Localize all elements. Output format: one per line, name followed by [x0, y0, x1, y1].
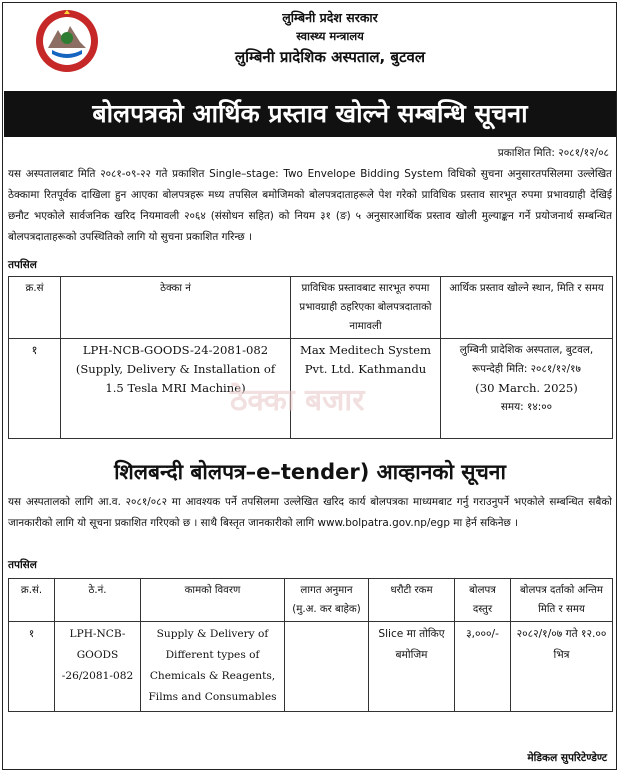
cell-place-date: [441, 339, 613, 439]
cell-estimate: [285, 622, 369, 712]
tapsil-label-2: तपसिल: [8, 559, 37, 571]
published-date: प्रकाशित मिति: २०८१/१२/०८: [497, 147, 609, 159]
col-sn: क्र.सं.: [9, 579, 55, 622]
col-deposit: धरौटी रकम: [369, 579, 455, 622]
col-description: कामको विवरण: [141, 579, 285, 622]
col-place-date: आर्थिक प्रस्ताव खोल्ने स्थान, मिति र समय: [441, 277, 613, 339]
contract-description: (Supply, Delivery & Installation of 1.5 Tesla MRI Machine): [75, 362, 276, 395]
col-bidder: प्राविधिक प्रस्तावबाट सारभूत रुपमा प्रभावग्राही ठहरिएका बोलपत्रदाताको नामावली: [291, 277, 441, 339]
cell-fee: ३,०००/-: [455, 622, 511, 712]
col-estimate: लागत अनुमान (मु.अ. कर बाहेक): [285, 579, 369, 622]
table-row: [9, 622, 613, 712]
table-header-row: [9, 277, 613, 339]
opening-time: समय: १४:००: [500, 401, 553, 413]
cell-sn: १: [9, 339, 61, 439]
notice2-body: यस अस्पतालको लागि आ.व. २०८१/०८२ मा आवश्यक पर्ने तपसिलमा उल्लेखित खरिद कार्य बोलपत्रका माध्यमबाट गर्नु गराउनुपर्ने भएकोले सम्बन्धित सबैको जानकारीको लागि यो सूचना प्रकाशित गरिएको छ । साथै बिस्तृत जानकारीको लागि www.bolpatra.gov.np/egp मा हेर्न सकिनेछ ।: [8, 496, 612, 529]
etender-table: [8, 578, 613, 712]
cell-deposit: Slice मा तोकिए बमोजिम: [369, 622, 455, 712]
col-contract-no: ठेक्का नं: [61, 277, 291, 339]
signature: मेडिकल सुपरिटेण्डेण्ट: [527, 752, 607, 764]
opening-place: लुम्बिनी प्रादेशिक अस्पताल, बुटवल, रूपन्देही मिति: २०८१/१२/१७: [459, 344, 594, 375]
notice-banner-title: बोलपत्रको आर्थिक प्रस्ताव खोल्ने सम्बन्धि सूचना: [4, 91, 616, 137]
col-fee: बोलपत्र दस्तुर: [455, 579, 511, 622]
ministry-name: स्वास्थ्य मन्त्रालय: [296, 29, 364, 43]
contract-number: LPH-NCB-GOODS-24-2081-082: [82, 343, 269, 357]
bidder-name: Max Meditech System: [300, 343, 431, 357]
cell-sn: १: [9, 622, 55, 712]
nepal-emblem-icon: [34, 8, 100, 74]
watermark: ठेक्का बजार: [230, 383, 365, 418]
table-header-row: [9, 579, 613, 622]
cell-contract-no: LPH-NCB-GOODS -26/2081-082: [55, 622, 141, 712]
tender-notice-title: शिलबन्दी बोलपत्र–e–tender) आव्हानको सूचना: [114, 460, 506, 484]
col-contract-no: ठे.नं.: [55, 579, 141, 622]
hospital-name: लुम्बिनी प्रादेशिक अस्पताल, बुटवल: [234, 48, 426, 66]
bidder-location: Pvt. Ltd. Kathmandu: [304, 362, 427, 376]
cell-description: Supply & Delivery of Different types of Chemicals & Reagents, Films and Consumables: [141, 622, 285, 712]
tapsil-label-1: तपसिल: [8, 259, 37, 271]
cell-deadline: २०८२/१/०७ गते १२.०० भित्र: [511, 622, 613, 712]
col-sn: क्र.सं: [9, 277, 61, 339]
govt-name: लुम्बिनी प्रदेश सरकार: [282, 10, 378, 25]
col-deadline: बोलपत्र दर्ताको अन्तिम मिति र समय: [511, 579, 613, 622]
opening-date-en: (30 March. 2025): [475, 381, 578, 395]
notice1-body: यस अस्पतालबाट मिति २०८१-०९-२२ गते प्रकाशित Single–stage: Two Envelope Bidding System विधिको सुचना अनुसारतपसिलमा उल्लेखित ठेक्कामा रितपूर्वक दाखिला हुन आएका बोलपत्रहरू मध्य तपसिल बमोजिमको बोलपत्रदाताहरूले पेश गरेको प्राविधिक प्रस्ताव सारभूत रुपमा प्रभावग्राही देखिई छनौट भएकोले सार्वजनिक खरिद नियमावली २०६४ (संसोधन सहित) को नियम ३१ (ङ) ५ अनुसारआर्थिक प्रस्ताव खोली मुल्याङ्कन गर्ने प्रयोजनार्थ सम्बन्धित बोलपत्रदाताहरूको उपस्थितिको लागि यो सुचना प्रकाशित गरिन्छ ।: [8, 168, 612, 243]
